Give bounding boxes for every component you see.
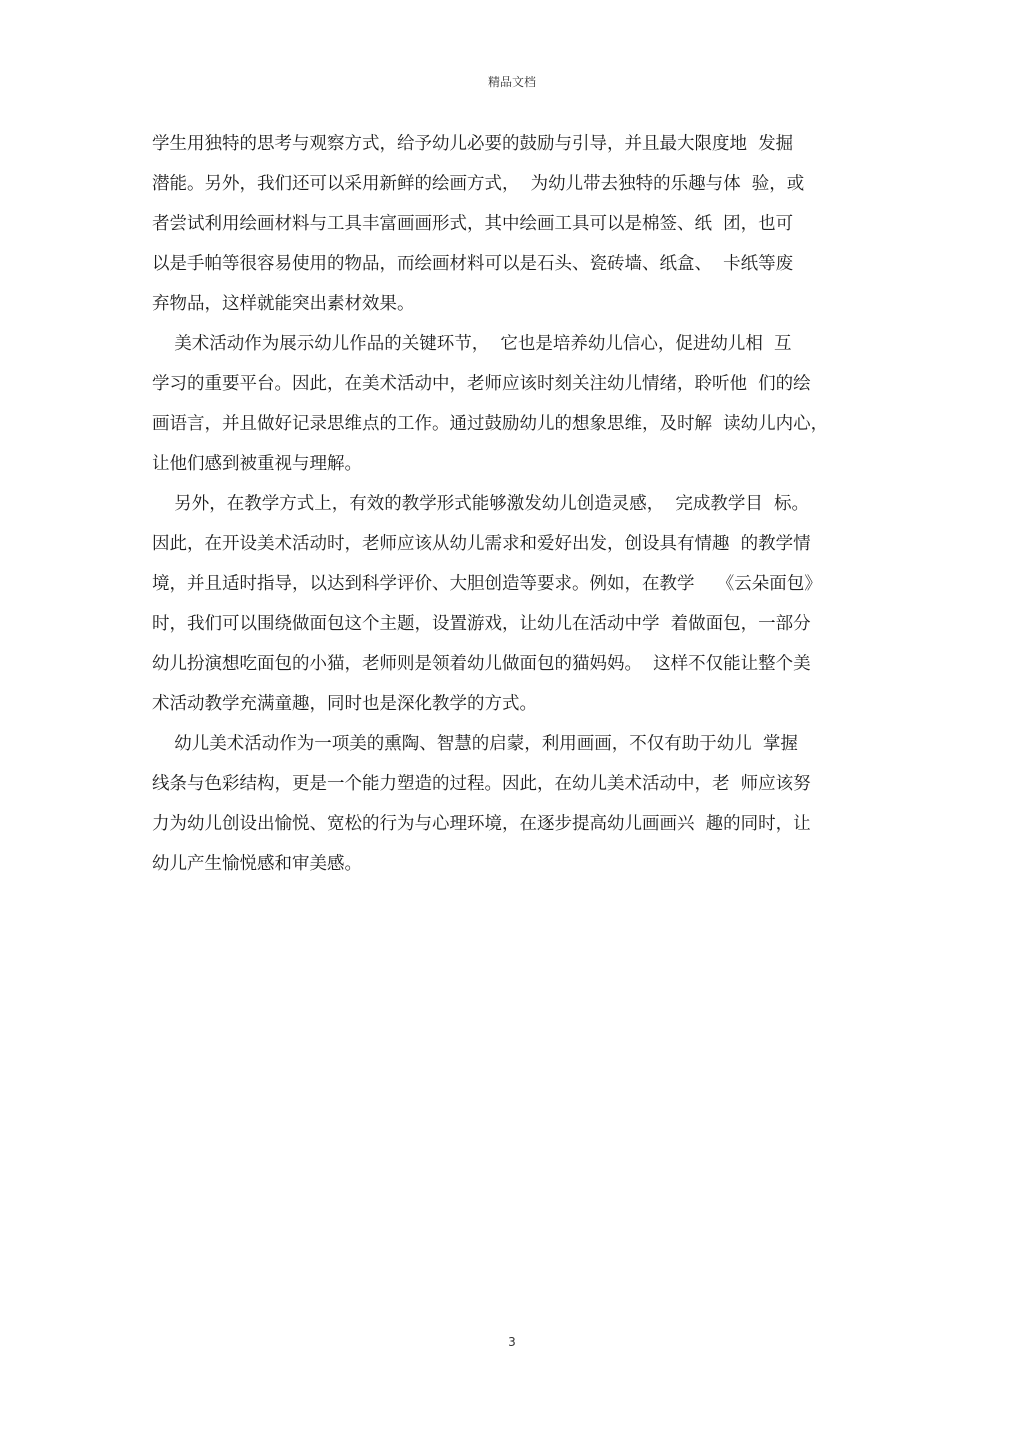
text-line: 幼儿美术活动作为一项美的熏陶、智慧的启蒙，利用画画，不仅有助于幼儿 掌握 <box>152 734 798 754</box>
paragraph-3 <box>152 484 877 724</box>
text-line: 线条与色彩结构，更是一个能力塑造的过程。因此，在幼儿美术活动中，老 师应该努 <box>152 774 811 794</box>
text-line: 境，并且适时指导，以达到科学评价、大胆创造等要求。例如，在教学 《云朵面包》 <box>152 574 822 594</box>
paragraph-1 <box>152 124 877 324</box>
text-line: 学习的重要平台。因此，在美术活动中，老师应该时刻关注幼儿情绪，聆听他 们的绘 <box>152 374 811 394</box>
page-header: 精品文档 <box>487 75 536 89</box>
text-line: 画语言，并且做好记录思维点的工作。通过鼓励幼儿的想象思维，及时解 读幼儿内心， <box>152 414 829 434</box>
text-line: 时，我们可以围绕做面包这个主题，设置游戏，让幼儿在活动中学 着做面包，一部分 <box>152 614 811 634</box>
text-line: 另外，在教学方式上，有效的教学形式能够激发幼儿创造灵感， 完成教学目 标。 <box>152 494 809 514</box>
text-line: 弃物品，这样就能突出素材效果。 <box>152 294 415 314</box>
paragraph-2 <box>152 324 877 484</box>
text-line: 学生用独特的思考与观察方式，给予幼儿必要的鼓励与引导，并且最大限度地 发掘 <box>152 134 794 154</box>
text-line: 者尝试利用绘画材料与工具丰富画画形式，其中绘画工具可以是棉签、纸 团，也可 <box>152 214 794 234</box>
paragraph-4 <box>152 724 877 884</box>
text-line: 力为幼儿创设出愉悦、宽松的行为与心理环境，在逐步提高幼儿画画兴 趣的同时，让 <box>152 814 811 834</box>
body-text <box>152 124 877 884</box>
text-line: 以是手帕等很容易使用的物品，而绘画材料可以是石头、瓷砖墙、纸盒、 卡纸等废 <box>152 254 794 274</box>
page-number: 3 <box>508 1335 516 1349</box>
text-line: 幼儿扮演想吃面包的小猫，老师则是领着幼儿做面包的猫妈妈。 这样不仅能让整个美 <box>152 654 811 674</box>
text-line: 因此，在开设美术活动时，老师应该从幼儿需求和爱好出发，创设具有情趣 的教学情 <box>152 534 811 554</box>
text-line: 让他们感到被重视与理解。 <box>152 454 362 474</box>
text-line: 术活动教学充满童趣，同时也是深化教学的方式。 <box>152 694 537 714</box>
text-line: 美术活动作为展示幼儿作品的关键环节， 它也是培养幼儿信心，促进幼儿相 互 <box>152 334 792 354</box>
text-line: 幼儿产生愉悦感和审美感。 <box>152 854 362 874</box>
text-line: 潜能。另外，我们还可以采用新鲜的绘画方式， 为幼儿带去独特的乐趣与体 验，或 <box>152 174 805 194</box>
